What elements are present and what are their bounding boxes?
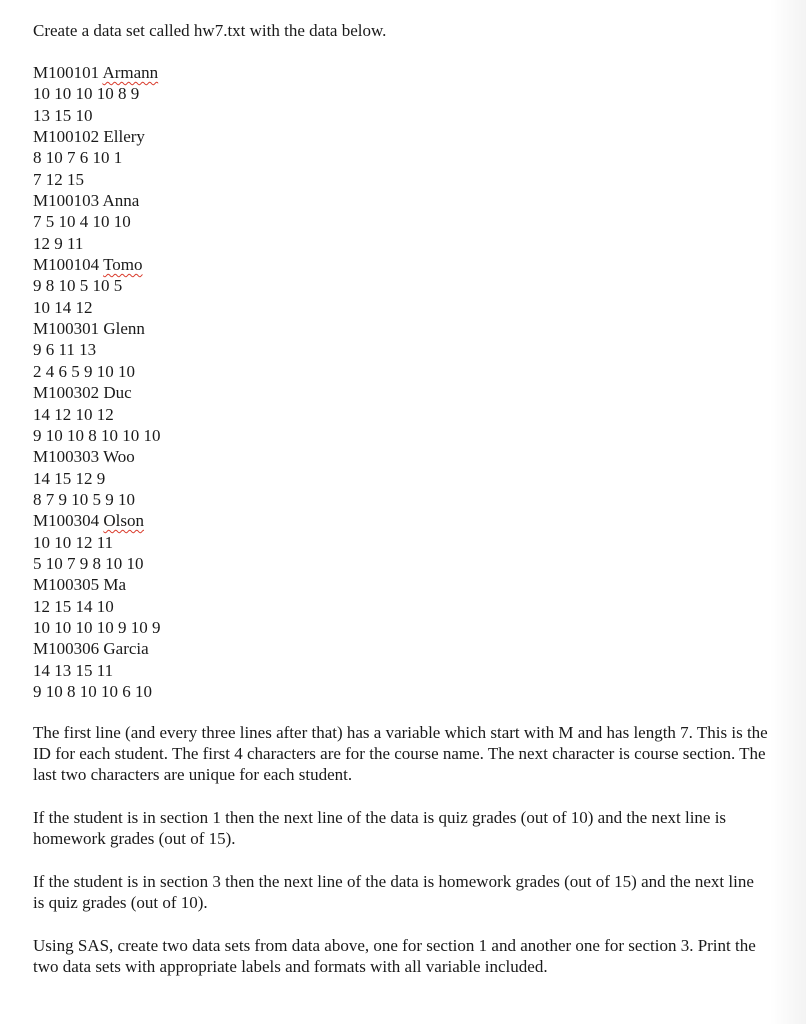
paragraph-section-3: If the student is in section 3 then the next line of the data is homework grades (out of 15) and the next line is quiz grades (out of 10). bbox=[33, 872, 754, 912]
record-id: M100301 bbox=[33, 319, 100, 339]
record-header bbox=[33, 318, 433, 339]
record-line-2: 10 14 12 bbox=[33, 297, 93, 317]
record-line-1: 14 12 10 12 bbox=[33, 404, 114, 424]
record-line-1: 14 15 12 9 bbox=[33, 468, 106, 488]
record-header bbox=[33, 638, 433, 659]
record-header bbox=[33, 574, 433, 595]
paragraph-id-description: The first line (and every three lines after that) has a variable which start with M and has length 7. This is the ID for each student. The first 4 characters are for the course name. The next character is course section. The last two characters are unique for each student. bbox=[33, 723, 768, 784]
record-header bbox=[33, 382, 433, 403]
paragraph-section-1: If the student is in section 1 then the next line of the data is quiz grades (out of 10) and the next line is homework grades (out of 15). bbox=[33, 808, 727, 848]
record-header bbox=[33, 446, 433, 467]
record-line-2: 12 9 11 bbox=[33, 233, 84, 253]
record-id: M100306 bbox=[33, 639, 100, 659]
record-name: Garcia bbox=[103, 639, 149, 659]
record-line-2: 2 4 6 5 9 10 10 bbox=[33, 361, 135, 381]
record-line-2: 9 10 10 8 10 10 10 bbox=[33, 425, 161, 445]
record-header bbox=[33, 254, 433, 275]
paragraph-task: Using SAS, create two data sets from data above, one for section 1 and another one for section 3. Print the two data sets with appropriate labels and formats with all variable included. bbox=[33, 936, 756, 976]
record-name: Anna bbox=[102, 191, 140, 211]
record-line-1: 12 15 14 10 bbox=[33, 596, 114, 616]
record-id: M100304 bbox=[33, 511, 100, 531]
record-line-1: 9 6 11 13 bbox=[33, 340, 97, 360]
record-name: Ellery bbox=[103, 127, 145, 147]
record-header bbox=[33, 62, 433, 83]
record-line-1: 9 8 10 5 10 5 bbox=[33, 276, 123, 296]
record-id: M100302 bbox=[33, 383, 100, 403]
record-id: M100101 bbox=[33, 63, 100, 82]
record-line-2: 8 7 9 10 5 9 10 bbox=[33, 489, 135, 509]
record-id: M100303 bbox=[33, 447, 100, 467]
record-id: M100305 bbox=[33, 575, 100, 595]
record-line-1: 10 10 12 11 bbox=[33, 532, 114, 552]
record-name: Duc bbox=[103, 383, 132, 403]
record-id: M100103 bbox=[33, 191, 100, 211]
record-line-1: 7 5 10 4 10 10 bbox=[33, 212, 131, 232]
record-line-1: 10 10 10 10 8 9 bbox=[33, 84, 140, 104]
record-header bbox=[33, 510, 433, 531]
record-line-1: 14 13 15 11 bbox=[33, 660, 114, 680]
record-name: Armann bbox=[102, 63, 159, 82]
record-name: Tomo bbox=[103, 255, 143, 275]
record-header bbox=[33, 190, 433, 211]
record-line-2: 13 15 10 bbox=[33, 105, 93, 125]
record-name: Ma bbox=[103, 575, 127, 595]
record-line-1: 8 10 7 6 10 1 bbox=[33, 148, 123, 168]
data-listing bbox=[33, 62, 433, 702]
record-name: Glenn bbox=[103, 319, 145, 339]
record-line-2: 7 12 15 bbox=[33, 169, 84, 189]
record-header bbox=[33, 126, 433, 147]
record-id: M100102 bbox=[33, 127, 100, 147]
record-name: Olson bbox=[103, 511, 144, 531]
record-line-2: 9 10 8 10 10 6 10 bbox=[33, 681, 152, 701]
record-name: Woo bbox=[103, 447, 135, 467]
record-id: M100104 bbox=[33, 255, 100, 275]
record-line-2: 5 10 7 9 8 10 10 bbox=[33, 553, 144, 573]
record-line-2: 10 10 10 10 9 10 9 bbox=[33, 617, 161, 637]
instruction-intro: Create a data set called hw7.txt with the data below. bbox=[33, 21, 387, 40]
